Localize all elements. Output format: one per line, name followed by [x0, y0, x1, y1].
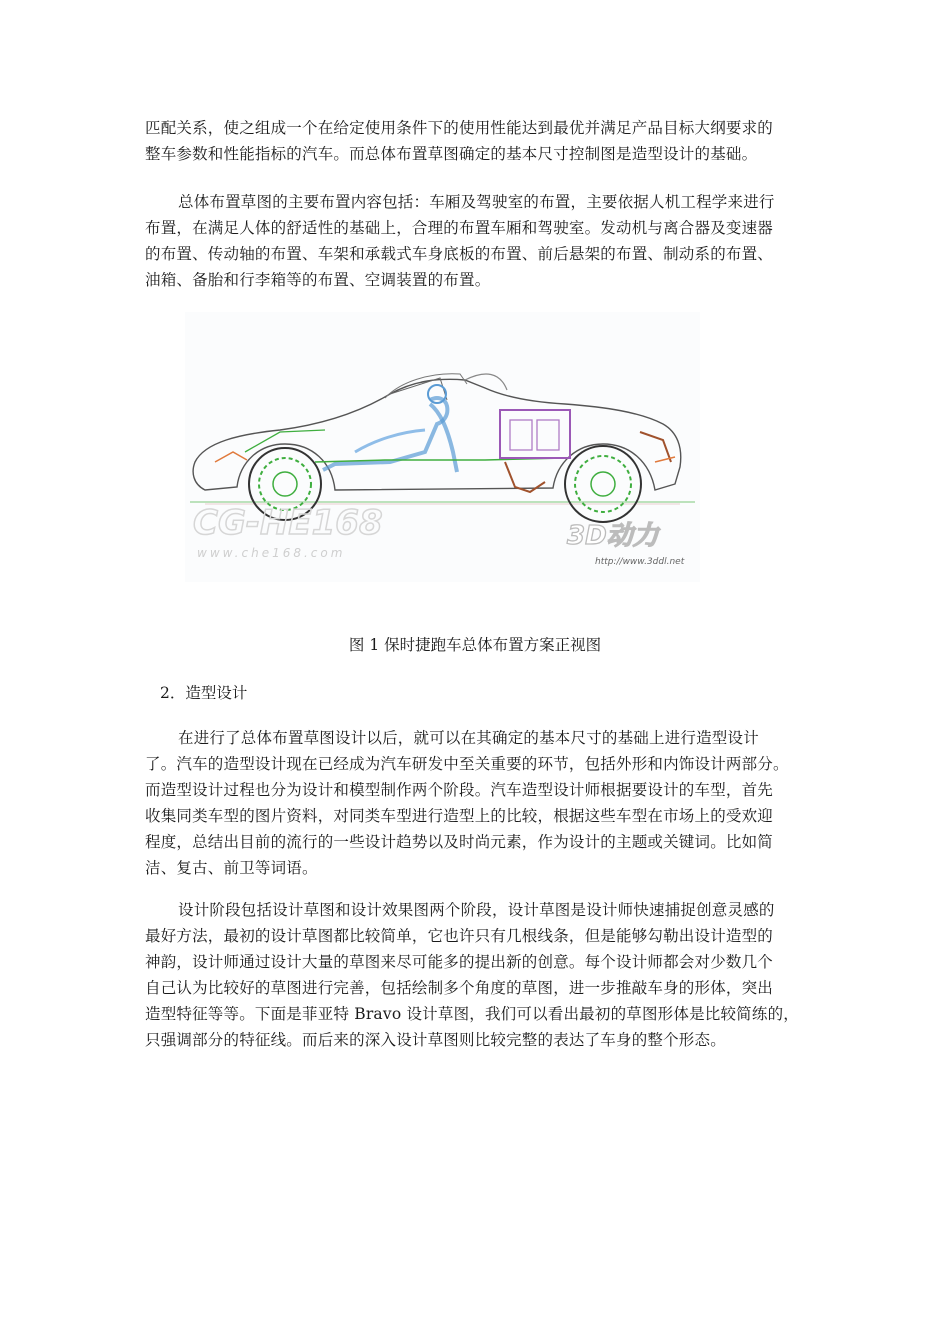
car-layout-figure: [185, 312, 700, 582]
text-line: 神韵，设计师通过设计大量的草图来尽可能多的提出新的创意。每个设计师都会对少数几个: [145, 953, 774, 971]
text-line: 而造型设计过程也分为设计和模型制作两个阶段。汽车造型设计师根据要设计的车型，首先: [145, 781, 774, 799]
text-line: 的布置、传动轴的布置、车架和承载式车身底板的布置、前后悬架的布置、制动系的布置、: [145, 245, 774, 263]
watermark-left: CG-HE168: [193, 503, 383, 543]
paragraph-layout-contents: [145, 189, 810, 293]
paragraph-sketch-stage: [145, 897, 810, 1053]
text-line: 造型特征等等。下面是菲亚特 Bravo 设计草图，我们可以看出最初的草图形体是比较简练的，: [145, 1005, 799, 1023]
section-heading: 2．造型设计: [160, 684, 248, 702]
text-line: 只强调部分的特征线。而后来的深入设计草图则比较完整的表达了车身的整个形态。: [145, 1031, 726, 1049]
text-line: 总体布置草图的主要布置内容包括：车厢及驾驶室的布置，主要依据人机工程学来进行: [178, 193, 775, 211]
text-line: 了。汽车的造型设计现在已经成为汽车研发中至关重要的环节，包括外形和内饰设计两部分。: [145, 755, 789, 773]
text-line: 油箱、备胎和行李箱等的布置、空调装置的布置。: [145, 271, 491, 289]
text-line: 最好方法，最初的设计草图都比较简单，它也许只有几根线条，但是能够勾勒出设计造型的: [145, 927, 774, 945]
figure-caption: 图 1 保时捷跑车总体布置方案正视图: [348, 636, 602, 654]
text-line: 洁、复古、前卫等词语。: [145, 859, 318, 877]
text-line: 布置，在满足人体的舒适性的基础上，合理的布置车厢和驾驶室。发动机与离合器及变速器: [145, 219, 774, 237]
text-line: 在进行了总体布置草图设计以后，就可以在其确定的基本尺寸的基础上进行造型设计: [178, 729, 759, 747]
watermark-right: 3D动力: [567, 521, 659, 551]
text-line: 匹配关系，使之组成一个在给定使用条件下的使用性能达到最优并满足产品目标大纲要求的: [145, 119, 774, 137]
text-line: 整车参数和性能指标的汽车。而总体布置草图确定的基本尺寸控制图是造型设计的基础。: [145, 145, 758, 163]
paragraph-styling-design: [145, 725, 810, 881]
text-line: 自己认为比较好的草图进行完善，包括绘制多个角度的草图，进一步推敲车身的形体，突出: [145, 979, 774, 997]
watermark-right-url: http://www.3ddl.net: [595, 557, 685, 567]
paragraph-intro: [145, 115, 810, 167]
watermark-left-url: www.che168.com: [197, 546, 346, 560]
text-line: 设计阶段包括设计草图和设计效果图两个阶段，设计草图是设计师快速捕捉创意灵感的: [178, 901, 775, 919]
text-line: 收集同类车型的图片资料，对同类车型进行造型上的比较，根据这些车型在市场上的受欢迎: [145, 807, 774, 825]
text-line: 程度，总结出目前的流行的一些设计趋势以及时尚元素，作为设计的主题或关键词。比如简: [145, 833, 774, 851]
